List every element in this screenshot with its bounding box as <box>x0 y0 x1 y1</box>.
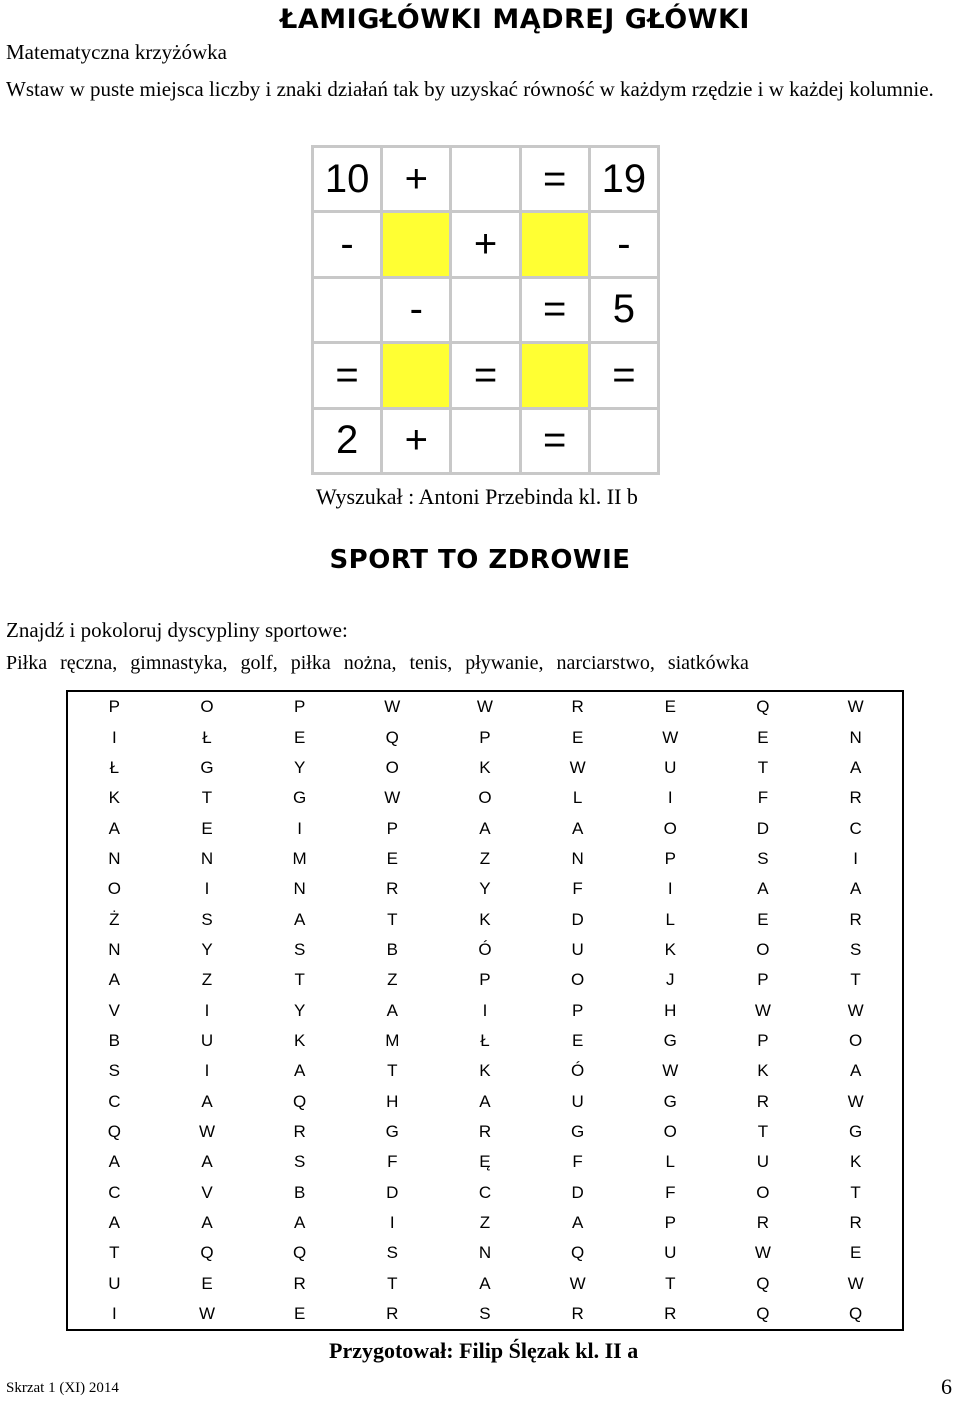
word-search-letter: Ó <box>570 1061 585 1081</box>
word-search-letter: Z <box>201 970 213 990</box>
word-search-letter: E <box>849 1243 862 1263</box>
word-search-letter: O <box>756 1182 770 1202</box>
word-search-letter: Ł <box>202 727 212 747</box>
word-search-letter: K <box>849 1152 862 1172</box>
word-search-letter: N <box>108 848 121 868</box>
word-search-letter: T <box>757 757 769 777</box>
word-search-letter: Y <box>293 1000 306 1020</box>
word-search-letter: A <box>849 757 862 777</box>
word-search-letter: R <box>386 879 399 899</box>
word-search-letter: F <box>572 879 583 899</box>
word-search-letter: N <box>293 879 306 899</box>
word-search-letter: W <box>384 697 401 717</box>
word-search-letter: K <box>108 788 120 808</box>
word-search-letter: S <box>757 848 769 868</box>
word-search-letter: A <box>108 1152 120 1172</box>
word-search-letter: R <box>571 1304 584 1324</box>
word-search-letter: O <box>107 879 121 899</box>
word-search-letter: Q <box>756 1304 770 1324</box>
word-search-grid <box>66 690 904 1331</box>
word-search-row <box>67 874 903 904</box>
crossword-cell: - <box>591 213 657 275</box>
word-search-letter: R <box>571 697 584 717</box>
word-search-letter: A <box>201 1152 213 1172</box>
word-search-letter: A <box>849 1061 862 1081</box>
crossword-credit: Wyszukał : Antoni Przebinda kl. II b <box>316 484 638 509</box>
word-search-letter: U <box>756 1152 770 1172</box>
word-search-letter: I <box>297 818 302 838</box>
word-search-letter: R <box>293 1273 306 1293</box>
word-search-letter: F <box>757 788 769 808</box>
word-search-letter: O <box>478 788 492 808</box>
word-search-letter: S <box>293 1152 306 1172</box>
word-search-letter: G <box>200 757 214 777</box>
word-search-row <box>67 1056 903 1086</box>
crossword-cell: + <box>452 213 518 275</box>
word-search-letter: Q <box>293 1243 307 1263</box>
word-search-letter: T <box>757 1121 769 1141</box>
word-search-letter: I <box>853 848 858 868</box>
word-search-letter: G <box>293 788 307 808</box>
crossword-empty-cell <box>314 279 380 341</box>
word-search-letter: M <box>385 1030 400 1050</box>
word-search-letter: R <box>756 1213 770 1233</box>
word-search-letter: W <box>662 727 679 747</box>
word-search-letter: Z <box>387 970 398 990</box>
word-search-row <box>67 844 903 874</box>
word-search-row <box>67 1178 903 1208</box>
word-search-letter: Ż <box>109 909 120 929</box>
word-search-letter: A <box>108 970 120 990</box>
word-search-letter: A <box>201 1091 213 1111</box>
word-search-letter: A <box>293 1213 306 1233</box>
word-search-row <box>67 722 903 752</box>
word-search-letter: S <box>479 1304 491 1324</box>
word-search-letter: R <box>849 909 862 929</box>
word-search-letter: M <box>292 848 307 868</box>
word-search-letter: W <box>569 757 586 777</box>
wordsearch-instruction: Znajdź i pokoloruj dyscypliny sportowe: <box>6 618 348 642</box>
word-search-letter: R <box>293 1121 306 1141</box>
word-search-letter: P <box>571 1000 584 1020</box>
word-search-letter: C <box>849 818 862 838</box>
word-search-letter: R <box>478 1121 492 1141</box>
crossword-empty-cell <box>452 279 518 341</box>
crossword-highlight-cell <box>383 344 449 406</box>
word-search-letter: K <box>664 939 676 959</box>
crossword-cell: 5 <box>591 279 657 341</box>
word-search-letter: E <box>386 848 398 868</box>
word-search-letter: U <box>200 1030 214 1050</box>
word-search-letter: H <box>386 1091 399 1111</box>
word-search-letter: L <box>665 909 675 929</box>
word-search-letter: D <box>756 818 770 838</box>
word-search-letter: E <box>757 909 769 929</box>
word-search-letter: P <box>664 1213 676 1233</box>
word-search-letter: Y <box>479 879 491 899</box>
word-search-letter: U <box>571 939 584 959</box>
word-search-letter: O <box>570 970 585 990</box>
word-search-letter: O <box>200 697 214 717</box>
word-search-letter: C <box>108 1091 121 1111</box>
word-search-letter: S <box>293 939 306 959</box>
word-search-letter: Q <box>756 697 770 717</box>
word-search-letter: P <box>479 727 491 747</box>
word-search-row <box>67 1147 903 1177</box>
crossword-cell: = <box>522 410 588 472</box>
word-search-letter: N <box>849 727 862 747</box>
word-search-row <box>67 753 903 783</box>
word-search-letter: U <box>108 1273 121 1293</box>
word-search-letter: W <box>476 697 493 717</box>
word-search-letter: Z <box>479 1213 491 1233</box>
crossword-cell: - <box>314 213 380 275</box>
word-search-letter: Q <box>385 727 399 747</box>
word-search-letter: N <box>108 939 121 959</box>
word-search-letter: G <box>849 1121 863 1141</box>
word-search-letter: Q <box>293 1091 307 1111</box>
crossword-cell: = <box>452 344 518 406</box>
word-search-letter: P <box>757 970 769 990</box>
word-search-letter: E <box>664 697 676 717</box>
crossword-cell: = <box>522 279 588 341</box>
word-search-letter: Ł <box>109 757 120 777</box>
word-search-letter: Y <box>293 757 306 777</box>
word-search-letter: B <box>293 1182 306 1202</box>
math-crossword-grid <box>311 145 660 475</box>
crossword-empty-cell <box>591 410 657 472</box>
word-search-letter: J <box>666 970 675 990</box>
word-search-letter: H <box>664 1000 677 1020</box>
word-search-letter: R <box>756 1091 770 1111</box>
wordsearch-word-list: Piłka ręczna, gimnastyka, golf, piłka nożna, tenis, pływanie, narciarstwo, siatkówka <box>6 652 749 674</box>
word-search-letter: G <box>570 1121 585 1141</box>
word-search-letter: Z <box>479 848 491 868</box>
crossword-highlight-cell <box>383 213 449 275</box>
word-search-letter: W <box>847 697 864 717</box>
word-search-letter: O <box>849 1030 863 1050</box>
wordsearch-title: SPORT TO ZDROWIE <box>329 545 631 575</box>
crossword-cell: 2 <box>314 410 380 472</box>
word-search-letter: P <box>664 848 676 868</box>
word-search-letter: T <box>387 1061 398 1081</box>
word-search-letter: R <box>849 788 862 808</box>
word-search-letter: P <box>293 697 306 717</box>
word-search-letter: I <box>204 1000 210 1020</box>
word-search-row <box>67 1026 903 1056</box>
word-search-letter: E <box>201 1273 213 1293</box>
publication-footer: Skrzat 1 (XI) 2014 <box>6 1380 119 1396</box>
word-search-letter: G <box>385 1121 399 1141</box>
page-number: 6 <box>941 1374 952 1399</box>
word-search-letter: K <box>479 909 491 929</box>
word-search-letter: E <box>757 727 769 747</box>
word-search-letter: Ę <box>479 1152 491 1172</box>
word-search-letter: B <box>386 939 398 959</box>
word-search-letter: E <box>571 727 584 747</box>
word-search-letter: B <box>108 1030 120 1050</box>
word-search-letter: A <box>571 1213 584 1233</box>
crossword-cell: = <box>591 344 657 406</box>
word-search-letter: W <box>662 1061 679 1081</box>
word-search-letter: Ł <box>480 1030 490 1050</box>
word-search-letter: V <box>201 1182 213 1202</box>
word-search-letter: G <box>663 1091 677 1111</box>
crossword-empty-cell <box>452 410 518 472</box>
word-search-letter: I <box>204 1061 210 1081</box>
word-search-letter: N <box>200 848 214 868</box>
word-search-letter: T <box>665 1273 676 1293</box>
word-search-letter: F <box>572 1152 583 1172</box>
word-search-row <box>67 1208 903 1238</box>
word-search-row <box>67 1238 903 1268</box>
word-search-letter: E <box>201 818 213 838</box>
crossword-cell: 19 <box>591 148 657 210</box>
word-search-letter: D <box>571 909 584 929</box>
word-search-letter: T <box>850 1182 861 1202</box>
word-search-letter: N <box>571 848 584 868</box>
word-search-letter: W <box>198 1304 215 1324</box>
word-search-row <box>67 1299 903 1330</box>
word-search-letter: A <box>757 879 769 899</box>
word-search-letter: I <box>667 879 673 899</box>
word-search-letter: T <box>109 1243 120 1263</box>
word-search-letter: Ó <box>478 939 492 959</box>
page-title: ŁAMIGŁÓWKI MĄDREJ GŁÓWKI <box>280 4 750 35</box>
word-search-letter: Q <box>849 1304 863 1324</box>
word-search-letter: R <box>849 1213 862 1233</box>
word-search-letter: Q <box>756 1273 770 1293</box>
word-search-row <box>67 1269 903 1299</box>
word-search-letter: L <box>665 1152 675 1172</box>
word-search-letter: A <box>108 1213 120 1233</box>
crossword-highlight-cell <box>522 213 588 275</box>
word-search-row <box>67 783 903 813</box>
word-search-letter: P <box>479 970 491 990</box>
word-search-row <box>67 691 903 722</box>
word-search-row <box>67 1117 903 1147</box>
crossword-cell: = <box>522 148 588 210</box>
word-search-letter: W <box>847 1091 864 1111</box>
word-search-letter: Q <box>107 1121 121 1141</box>
word-search-row <box>67 935 903 965</box>
word-search-letter: O <box>663 818 677 838</box>
word-search-letter: A <box>571 818 584 838</box>
word-search-letter: U <box>571 1091 584 1111</box>
word-search-letter: A <box>386 1000 398 1020</box>
word-search-letter: A <box>293 909 306 929</box>
word-search-letter: U <box>664 1243 677 1263</box>
crossword-empty-cell <box>452 148 518 210</box>
word-search-letter: D <box>571 1182 584 1202</box>
word-search-letter: W <box>754 1000 771 1020</box>
word-search-letter: R <box>386 1304 399 1324</box>
crossword-instruction: Wstaw w puste miejsca liczby i znaki działań tak by uzyskać równość w każdym rzędzie i w każdej kolumnie. <box>6 77 934 101</box>
word-search-letter: A <box>479 818 491 838</box>
word-search-letter: C <box>108 1182 121 1202</box>
word-search-letter: W <box>198 1121 215 1141</box>
word-search-letter: E <box>293 1304 306 1324</box>
word-search-letter: F <box>665 1182 676 1202</box>
word-search-letter: R <box>664 1304 677 1324</box>
word-search-letter: A <box>293 1061 306 1081</box>
word-search-letter: W <box>847 1273 864 1293</box>
word-search-letter: E <box>571 1030 584 1050</box>
crossword-highlight-cell <box>522 344 588 406</box>
word-search-letter: A <box>479 1273 491 1293</box>
word-search-letter: C <box>478 1182 492 1202</box>
word-search-letter: I <box>482 1000 488 1020</box>
word-search-letter: I <box>111 1304 117 1324</box>
crossword-cell: + <box>383 410 449 472</box>
word-search-row <box>67 904 903 934</box>
word-search-letter: W <box>384 788 401 808</box>
word-search-letter: S <box>849 939 862 959</box>
crossword-cell: 10 <box>314 148 380 210</box>
word-search-letter: D <box>386 1182 399 1202</box>
word-search-letter: P <box>757 1030 769 1050</box>
crossword-cell: - <box>383 279 449 341</box>
word-search-letter: S <box>201 909 213 929</box>
word-search-letter: T <box>387 1273 398 1293</box>
word-search-letter: K <box>293 1030 306 1050</box>
crossword-cell: + <box>383 148 449 210</box>
word-search-letter: I <box>204 879 210 899</box>
word-search-letter: K <box>479 757 491 777</box>
crossword-title: Matematyczna krzyżówka <box>6 40 227 64</box>
word-search-letter: N <box>478 1243 492 1263</box>
word-search-letter: F <box>387 1152 398 1172</box>
word-search-letter: S <box>386 1243 398 1263</box>
word-search-letter: P <box>386 818 398 838</box>
word-search-letter: Q <box>200 1243 214 1263</box>
word-search-letter: I <box>389 1213 395 1233</box>
word-search-letter: W <box>754 1243 771 1263</box>
word-search-letter: T <box>850 970 861 990</box>
word-search-letter: T <box>387 909 398 929</box>
word-search-letter: E <box>293 727 306 747</box>
word-search-letter: T <box>201 788 213 808</box>
word-search-letter: I <box>667 788 673 808</box>
word-search-letter: V <box>108 1000 120 1020</box>
word-search-letter: G <box>663 1030 677 1050</box>
word-search-letter: T <box>294 970 305 990</box>
crossword-cell: = <box>314 344 380 406</box>
word-search-row <box>67 813 903 843</box>
word-search-letter: W <box>847 1000 864 1020</box>
word-search-letter: O <box>663 1121 677 1141</box>
word-search-letter: O <box>756 939 770 959</box>
wordsearch-credit: Przygotował: Filip Ślęzak kl. II a <box>329 1338 639 1363</box>
word-search-row <box>67 1086 903 1116</box>
word-search-letter: S <box>108 1061 120 1081</box>
word-search-letter: W <box>569 1273 586 1293</box>
word-search-letter: P <box>108 697 120 717</box>
word-search-letter: K <box>479 1061 491 1081</box>
word-search-row <box>67 965 903 995</box>
word-search-letter: L <box>572 788 583 808</box>
word-search-letter: A <box>849 879 862 899</box>
word-search-letter: I <box>111 727 117 747</box>
word-search-letter: A <box>201 1213 213 1233</box>
word-search-letter: A <box>479 1091 491 1111</box>
word-search-letter: Q <box>570 1243 585 1263</box>
word-search-letter: U <box>664 757 677 777</box>
word-search-letter: A <box>108 818 120 838</box>
word-search-letter: Y <box>201 939 213 959</box>
word-search-row <box>67 995 903 1025</box>
word-search-letter: K <box>757 1061 769 1081</box>
word-search-letter: O <box>385 757 399 777</box>
